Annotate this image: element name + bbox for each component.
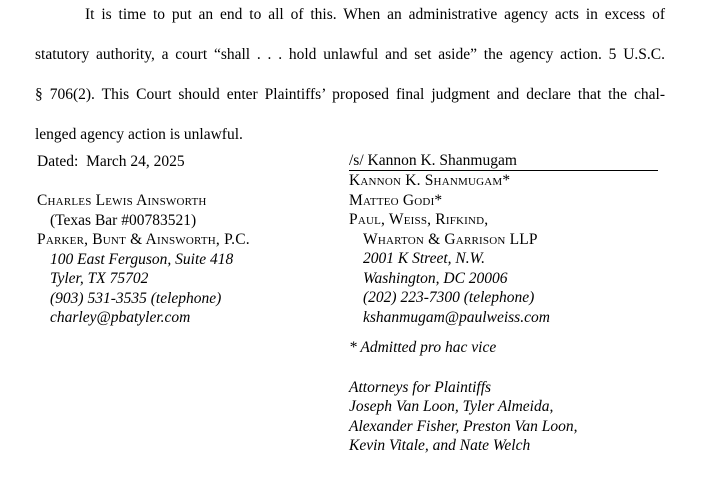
lead-counsel-block: [349, 152, 679, 456]
lead-counsel-city: Washington, DC 20006: [363, 269, 508, 287]
attorneys-for-plaintiffs-block: [349, 378, 679, 456]
paragraph-line-1: It is time to put an end to all of this. When an administrative agency acts in excess of: [85, 6, 665, 23]
body-paragraph: [35, 0, 665, 155]
lead-counsel-email: kshanmugam@paulweiss.com: [363, 308, 550, 326]
electronic-signature-line: /s/ Kannon K. Shanmugam: [349, 152, 658, 171]
paragraph-line-3: § 706(2). This Court should enter Plaintiffs’ proposed final judgment and declare that the chal-: [35, 86, 665, 103]
paragraph-line-2: statutory authority, a court “shall . . . hold unlawful and set aside” the agency action. 5 U.S.C.: [35, 46, 665, 63]
lead-counsel-firm-line-1: Paul, Weiss, Rifkind,: [349, 211, 489, 228]
lead-counsel-firm-line-2: Wharton & Garrison LLP: [363, 230, 538, 248]
paragraph-line-4: lenged agency action is unlawful.: [35, 126, 243, 143]
attorneys-for-title: Attorneys for Plaintiffs: [349, 378, 492, 396]
local-counsel-block: [37, 152, 342, 328]
plaintiffs-names-line-1: Joseph Van Loon, Tyler Almeida,: [349, 398, 554, 415]
local-counsel-firm: Parker, Bunt & Ainsworth, P.C.: [37, 231, 250, 248]
local-counsel-name: Charles Lewis Ainsworth: [37, 192, 207, 209]
lead-counsel-street: 2001 K Street, N.W.: [363, 250, 485, 267]
plaintiffs-names-line-2: Alexander Fisher, Preston Van Loon,: [349, 417, 578, 435]
dated-line: Dated: March 24, 2025: [37, 153, 185, 170]
pro-hac-vice-note: * Admitted pro hac vice: [349, 339, 497, 356]
local-counsel-phone: (903) 531-3535 (telephone): [50, 289, 222, 307]
lead-counsel-phone: (202) 223-7300 (telephone): [363, 289, 535, 306]
local-counsel-city: Tyler, TX 75702: [50, 270, 149, 287]
lead-counsel-attorney-2: Matteo Godi*: [349, 191, 443, 209]
local-counsel-bar-number: (Texas Bar #00783521): [50, 211, 197, 229]
lead-counsel-attorney-1: Kannon K. Shanmugam*: [349, 172, 511, 189]
plaintiffs-names-line-3: Kevin Vitale, and Nate Welch: [349, 437, 531, 454]
local-counsel-email: charley@pbatyler.com: [50, 309, 191, 326]
local-counsel-street: 100 East Ferguson, Suite 418: [50, 250, 234, 268]
